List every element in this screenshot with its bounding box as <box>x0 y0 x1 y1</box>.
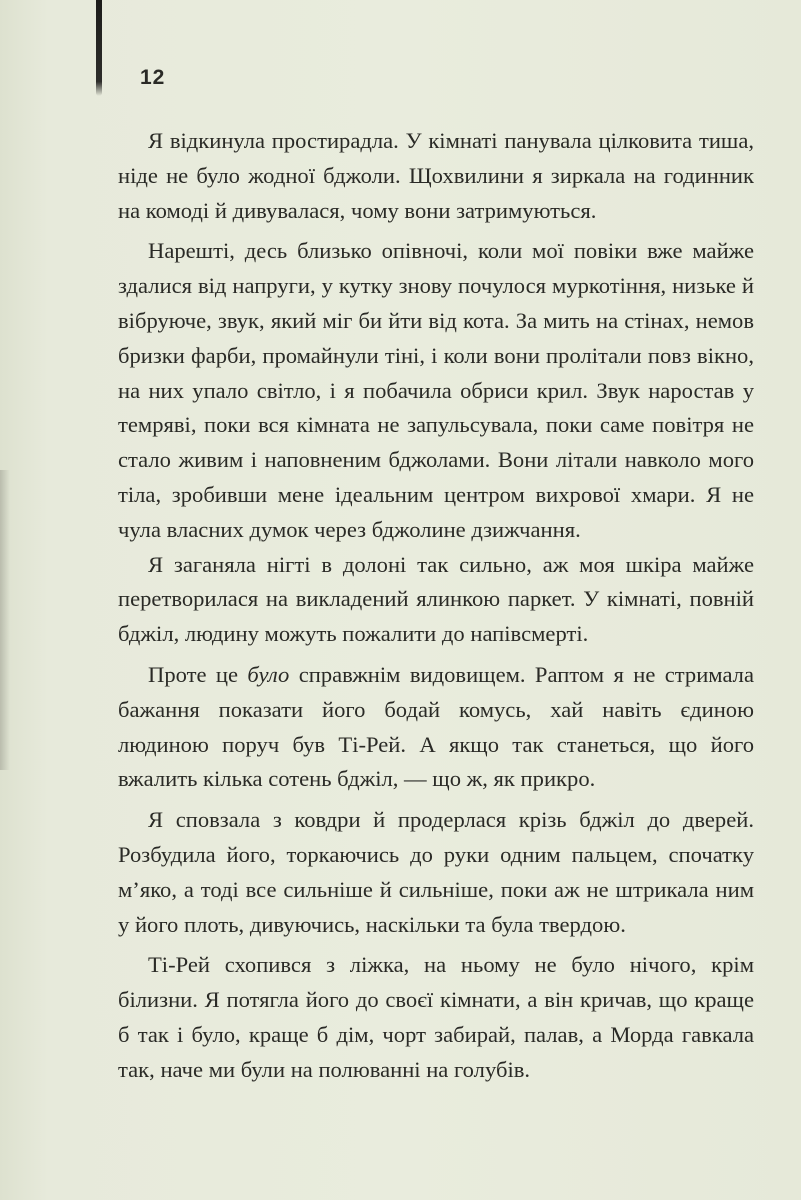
page-number: 12 <box>140 66 166 89</box>
body-text <box>118 124 754 1088</box>
paragraph-4-end: справжнім видовищем. Раптом я не стримала бажання показати його бодай комусь, хай навіть єдиною людиною поруч був Ті-Рей. А якщо так станеться, що його вжалить кілька сотень бджіл, — що ж, як прикро. <box>118 661 754 792</box>
paragraph-3: Я заганяла нігті в долоні так сильно, аж моя шкіра майже перетворилася на викладений ялинкою паркет. У кімнаті, повній бджіл, людину можуть пожалити до напівсмерті. <box>118 551 754 647</box>
paragraph-4-start: Проте це <box>148 661 248 687</box>
emphasized-word: було <box>247 661 290 687</box>
paragraph-4 <box>118 658 754 797</box>
paragraph-6: Ті-Рей схопився з ліжка, на ньому не було нічого, крім білизни. Я потягла його до своєї кімнати, а він кричав, що краще б так і було, краще б дім, чорт забирай, палав, а Морда гавкала так, наче ми були на полюванні на голубів. <box>118 952 754 1082</box>
paragraph-5: Я сповзала з ковдри й продерлася крізь бджіл до дверей. Розбудила його, торкаючись до руки одним пальцем, спочатку м’яко, а тоді все сильніше й сильніше, поки аж не штрикала ним у його плоть, дивуючись, наскільки та була твердою. <box>118 807 754 937</box>
paragraph-2: Нарешті, десь близько опівночі, коли мої повіки вже майже здалися від напруги, у кутку знову почулося муркотіння, низьке й вібруюче, звук, який міг би йти від кота. За мить на стінах, немов бризки фарби, промайнули тіні, і коли вони пролітали повз вікно, на них упало світло, і я побачила обриси крил. Звук наростав у темряві, поки вся кімната не запульсувала, поки саме повітря не стало живим і наповненим бджолами. Вони літали навколо мого тіла, зробивши мене ідеальним центром вихрової хмари. Я не чула власних думок через бджолине дзижчання. <box>118 238 754 542</box>
paragraph-1: Я відкинула простирадла. У кімнаті панувала цілковита тиша, ніде не було жодної бджоли. Щохвилини я зиркала на годинник на комоді й дивувалася, чому вони затримуються. <box>118 128 754 223</box>
spine-shadow <box>96 0 102 96</box>
page-edge-shadow <box>0 470 10 770</box>
